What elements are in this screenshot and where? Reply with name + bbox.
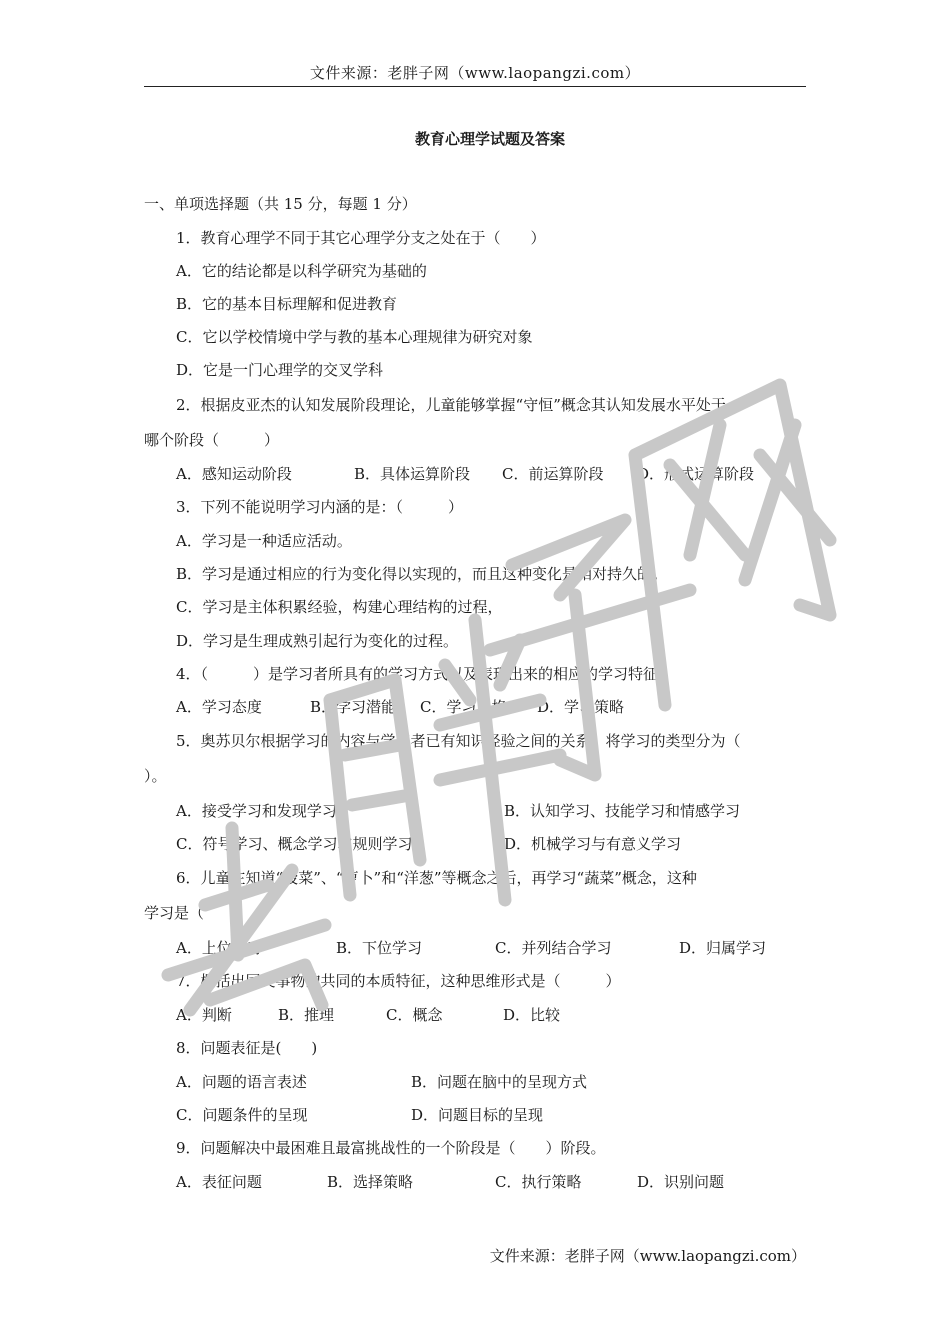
question-2-option-c: C．前运算阶段 — [502, 465, 604, 483]
question-7-option-d: D．比较 — [503, 1006, 561, 1024]
question-6-options — [176, 938, 796, 958]
question-4-options — [176, 697, 796, 717]
question-9-option-d: D．识别问题 — [637, 1173, 725, 1191]
question-1-stem: 1．教育心理学不同于其它心理学分支之处在于（ ） — [176, 229, 546, 247]
question-7-option-a: A．判断 — [176, 1006, 232, 1024]
question-2-stem-line1: 2．根据皮亚杰的认知发展阶段理论，儿童能够掌握“守恒”概念其认知发展水平处于 — [176, 396, 726, 414]
section-heading: 一、单项选择题（共 15 分，每题 1 分） — [144, 195, 417, 213]
question-3-option-a: A．学习是一种适应活动。 — [176, 532, 352, 550]
question-3-option-b: B．学习是通过相应的行为变化得以实现的，而且这种变化是相对持久的。 — [176, 565, 668, 583]
question-3-option-d: D．学习是生理成熟引起行为变化的过程。 — [176, 632, 459, 650]
question-6-option-b: B．下位学习 — [336, 939, 423, 957]
question-9-options — [176, 1172, 796, 1192]
question-6-option-a: A．上位学习 — [176, 939, 262, 957]
question-4-stem: 4．（ ）是学习者所具有的学习方式以及表现出来的相应的学习特征。 — [176, 665, 674, 683]
question-1-option-a: A．它的结论都是以科学研究为基础的 — [176, 262, 427, 280]
question-2-option-a: A．感知运动阶段 — [176, 465, 292, 483]
question-6-option-d: D．归属学习 — [679, 939, 767, 957]
question-3-option-c: C．学习是主体积累经验，构建心理结构的过程， — [176, 598, 503, 616]
question-7-option-c: C．概念 — [386, 1006, 443, 1024]
question-7-options — [176, 1005, 796, 1025]
document-title: 教育心理学试题及答案 — [414, 130, 565, 148]
question-5-option-c: C．符号学习、概念学习和规则学习 — [176, 835, 413, 853]
question-6-stem-line2: 学习是（ ） — [144, 904, 250, 922]
question-3-stem: 3．下列不能说明学习内涵的是：（ ） — [176, 498, 464, 516]
question-8-option-c: C．问题条件的呈现 — [176, 1106, 308, 1124]
question-2-option-d: D．形式运算阶段 — [637, 465, 755, 483]
question-4-option-a: A．学习态度 — [176, 698, 262, 716]
question-4-option-d: D．学习策略 — [537, 698, 625, 716]
question-9-option-c: C．执行策略 — [495, 1173, 582, 1191]
question-8-stem: 8．问题表征是( ) — [176, 1039, 318, 1057]
question-8-option-a: A．问题的语言表述 — [176, 1073, 307, 1091]
question-1-option-b: B．它的基本目标理解和促进教育 — [176, 295, 398, 313]
question-9-option-b: B．选择策略 — [327, 1173, 414, 1191]
question-8-option-d: D．问题目标的呈现 — [411, 1106, 544, 1124]
question-4-option-b: B．学习潜能 — [310, 698, 397, 716]
question-5-stem-line1: 5．奥苏贝尔根据学习的内容与学习者已有知识经验之间的关系，将学习的类型分为（ — [176, 732, 741, 750]
question-1-option-d: D．它是一门心理学的交叉学科 — [176, 361, 384, 379]
header-source: 文件来源：老胖子网（www.laopangzi.com） — [309, 64, 641, 82]
header-rule — [144, 86, 806, 87]
question-5-stem-line2: ）。 — [144, 767, 167, 785]
question-5-option-a: A．接受学习和发现学习 — [176, 802, 337, 820]
question-2-options — [176, 464, 796, 484]
question-2-stem-line2: 哪个阶段（ ） — [144, 431, 280, 449]
footer-source: 文件来源：老胖子网（www.laopangzi.com） — [489, 1247, 806, 1265]
question-9-stem: 9．问题解决中最困难且最富挑战性的一个阶段是（ ）阶段。 — [176, 1139, 606, 1157]
question-8-option-b: B．问题在脑中的呈现方式 — [411, 1073, 588, 1091]
question-6-option-c: C．并列结合学习 — [495, 939, 612, 957]
question-9-option-a: A．表征问题 — [176, 1173, 262, 1191]
question-5-option-b: B．认知学习、技能学习和情感学习 — [504, 802, 741, 820]
question-7-stem: 7．概括出同类事物的共同的本质特征，这种思维形式是（ ） — [176, 972, 621, 990]
question-6-stem-line1: 6．儿童在知道“菠菜”、“萝卜”和“洋葱”等概念之后，再学习“蔬菜”概念，这种 — [176, 869, 697, 887]
question-4-option-c: C．学习风格 — [420, 698, 507, 716]
question-2-option-b: B．具体运算阶段 — [354, 465, 471, 483]
question-5-option-d: D．机械学习与有意义学习 — [504, 835, 682, 853]
question-7-option-b: B．推理 — [278, 1006, 335, 1024]
question-1-option-c: C．它以学校情境中学与教的基本心理规律为研究对象 — [176, 328, 533, 346]
